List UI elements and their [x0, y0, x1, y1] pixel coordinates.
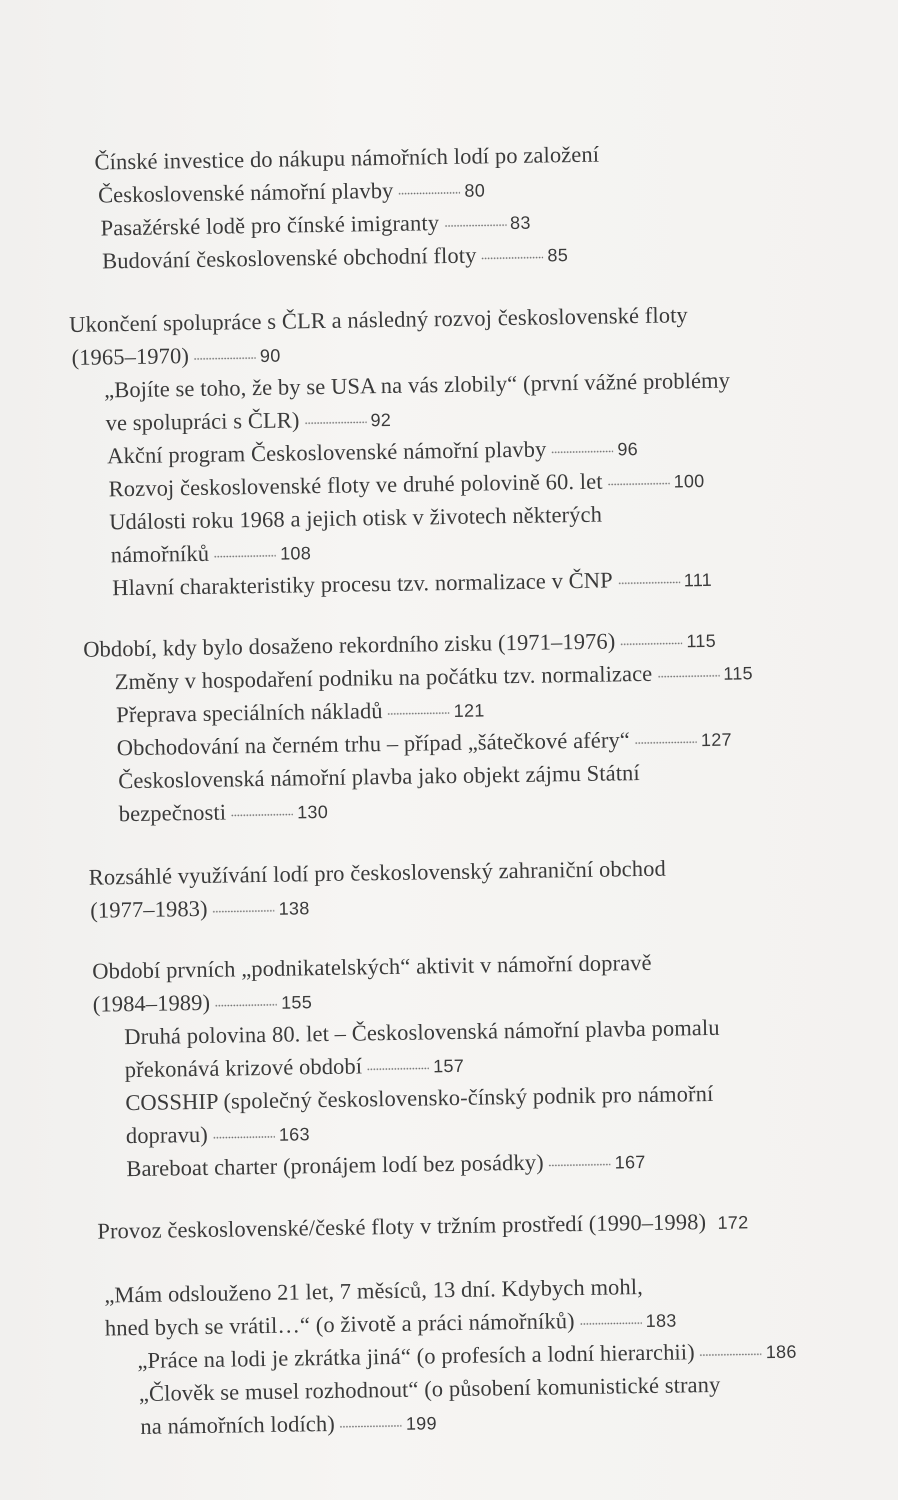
toc-page-number: 115: [723, 663, 754, 684]
toc-entry-title: Provoz československé/české floty v tržním prostředí (1990–1998): [97, 1209, 707, 1244]
dot-leader: [444, 224, 506, 227]
toc-line: [117, 728, 732, 760]
toc-entry-title: Ukončení spolupráce s ČLR a následný rozvoj československé floty: [68, 302, 688, 337]
toc-page-number: 90: [259, 345, 281, 366]
dot-leader: [340, 1425, 402, 1428]
toc-page-number: 183: [645, 1310, 677, 1332]
toc-line: [107, 437, 638, 468]
toc-line: [98, 178, 485, 207]
toc-page-number: 167: [614, 1152, 646, 1173]
dot-leader: [388, 712, 450, 715]
toc-page-number: 163: [278, 1124, 310, 1145]
toc-line: [138, 1371, 721, 1406]
toc-entry-title: COSSHIP (společný československo-čínský podnik pro námořní: [125, 1080, 714, 1116]
toc-entry-title: na námořních lodích): [140, 1410, 336, 1439]
toc-entry-title: Obchodování na černém trhu – případ „šátečkové aféry“: [116, 727, 631, 761]
dot-leader: [481, 256, 543, 259]
toc-entry-title: (1984–1989): [92, 989, 211, 1017]
toc-entry-title: Změny v hospodaření podniku na počátku tzv. normalizace: [114, 660, 653, 695]
toc-entry-title: Období prvních „podnikatelských“ aktivit v námořní dopravě: [92, 949, 652, 984]
toc-page-number: 96: [617, 439, 639, 460]
toc-line: [97, 1210, 748, 1243]
toc-entry-title: „Člověk se musel rozhodnout“ (o působení komunistické strany: [138, 1371, 721, 1406]
toc-line: [102, 243, 568, 273]
toc-page-number: 130: [296, 801, 329, 823]
toc-line: [125, 1080, 714, 1116]
dot-leader: [231, 813, 293, 816]
toc-line: [69, 304, 688, 336]
toc-entry-title: Hlavní charakteristiky procesu tzv. normalizace v ČNP: [112, 567, 613, 601]
toc-page-number: 100: [673, 470, 705, 492]
toc-entry-title: překonává krizové období: [124, 1053, 363, 1083]
toc-line: [124, 1014, 720, 1050]
toc-page-number: 80: [464, 180, 486, 201]
toc-page-number: 111: [683, 569, 713, 591]
toc-page-number: 155: [280, 992, 313, 1013]
toc-line: [92, 949, 652, 984]
toc-entry-title: Druhá polovina 80. let – Československá námořní plavba pomalu: [124, 1014, 720, 1050]
dot-leader: [635, 741, 697, 744]
dot-leader: [215, 1004, 277, 1007]
dot-leader: [367, 1067, 429, 1070]
dot-leader: [608, 483, 670, 486]
toc-page-number: 157: [432, 1055, 465, 1077]
toc-entry-title: Budování československé obchodní floty: [101, 242, 477, 274]
dot-leader: [549, 1164, 611, 1167]
toc-entry-title: „Bojíte se toho, že by se USA na vás zlobily“ (první vážné problémy: [103, 367, 731, 403]
toc-entry-title: bezpečnosti: [118, 799, 227, 827]
toc-entry-title: (1965–1970): [71, 343, 190, 370]
toc-line: [126, 1150, 646, 1181]
toc-page-number: 127: [700, 729, 733, 751]
dot-leader: [657, 675, 719, 678]
dot-leader: [551, 450, 613, 453]
toc-line: [137, 1340, 797, 1373]
toc-page-number: 138: [278, 898, 310, 919]
toc-page-number: 186: [765, 1341, 797, 1363]
dot-leader: [700, 1353, 762, 1356]
toc-entry-title: ve spolupráci s ČLR): [105, 407, 300, 436]
toc-entry-title: dopravu): [125, 1121, 209, 1149]
toc-line: [103, 367, 731, 403]
dot-leader: [305, 421, 367, 424]
toc-entry-title: Bareboat charter (pronájem lodí bez posádky): [126, 1149, 544, 1182]
toc-entry-title: Akční program Československé námořní plavby: [106, 436, 547, 469]
toc-entry-title: Čínské investice do nákupu námořních lodí po založení: [94, 141, 600, 175]
dot-leader: [580, 1322, 642, 1325]
toc-line: [83, 629, 716, 661]
toc-line: [116, 698, 485, 726]
toc-page-number: 199: [405, 1413, 437, 1434]
toc-line: [105, 1309, 677, 1340]
toc-page-number: 121: [453, 700, 485, 721]
dot-leader: [213, 1136, 275, 1139]
toc-line: [126, 1122, 310, 1147]
dot-leader: [194, 357, 256, 360]
toc-line: [90, 896, 310, 922]
toc-entry-title: „Mám odslouženo 21 let, 7 měsíců, 13 dní. Kdybych mohl,: [104, 1274, 644, 1308]
toc-line: [118, 762, 640, 793]
toc-line: [140, 1411, 437, 1438]
dot-leader: [620, 642, 682, 645]
toc-line: [109, 501, 603, 535]
toc-entry-title: Rozvoj československé floty ve druhé polovině 60. let: [108, 468, 603, 502]
toc-page-number: 108: [279, 543, 312, 564]
toc-entry-title: (1977–1983): [90, 895, 208, 923]
toc-entry-title: Přeprava speciálních nákladů: [116, 698, 383, 728]
toc-line: [104, 1276, 643, 1307]
toc-line: [71, 344, 280, 370]
toc-line: [88, 855, 667, 890]
toc-line: [105, 408, 391, 435]
toc-entry-title: Události roku 1968 a jejich otisk v životech některých: [109, 501, 603, 535]
dot-leader: [398, 192, 460, 195]
toc-line: [109, 469, 705, 501]
dot-leader: [213, 910, 275, 913]
toc-page-number: 92: [370, 409, 392, 431]
toc-line: [94, 141, 600, 175]
toc-entry-title: Období, kdy bylo dosaženo rekordního zisku (1971–1976): [83, 628, 616, 662]
toc-page-number: 83: [509, 212, 531, 234]
toc-entry-title: „Práce na lodi je zkrátka jiná“ (o profesích a lodní hierarchii): [137, 1339, 695, 1374]
toc-line: [111, 541, 312, 567]
toc-entry-title: hned bych se vrátil…“ (o životě a práci námořníků): [104, 1308, 575, 1341]
toc-entry-title: Pasažérské lodě pro čínské imigranty: [100, 210, 440, 241]
toc-line: [125, 1054, 465, 1082]
toc-line: [100, 211, 530, 240]
toc-line: [115, 661, 754, 694]
toc-page-number: 85: [547, 245, 569, 266]
toc-page-number: 172: [717, 1212, 749, 1233]
dot-leader: [618, 581, 680, 584]
toc-line: [119, 800, 329, 826]
dot-leader: [214, 555, 276, 558]
toc-entry-title: Rozsáhlé využívání lodí pro československý zahraniční obchod: [88, 855, 667, 890]
toc-entry-title: Československá námořní plavba jako objekt zájmu Státní: [118, 760, 640, 794]
toc-entry-title: námořníků: [110, 540, 210, 568]
toc-line: [112, 568, 712, 600]
toc-page-number: 115: [686, 630, 717, 652]
toc-entry-title: Československé námořní plavby: [97, 177, 394, 208]
toc-line: [93, 990, 313, 1016]
